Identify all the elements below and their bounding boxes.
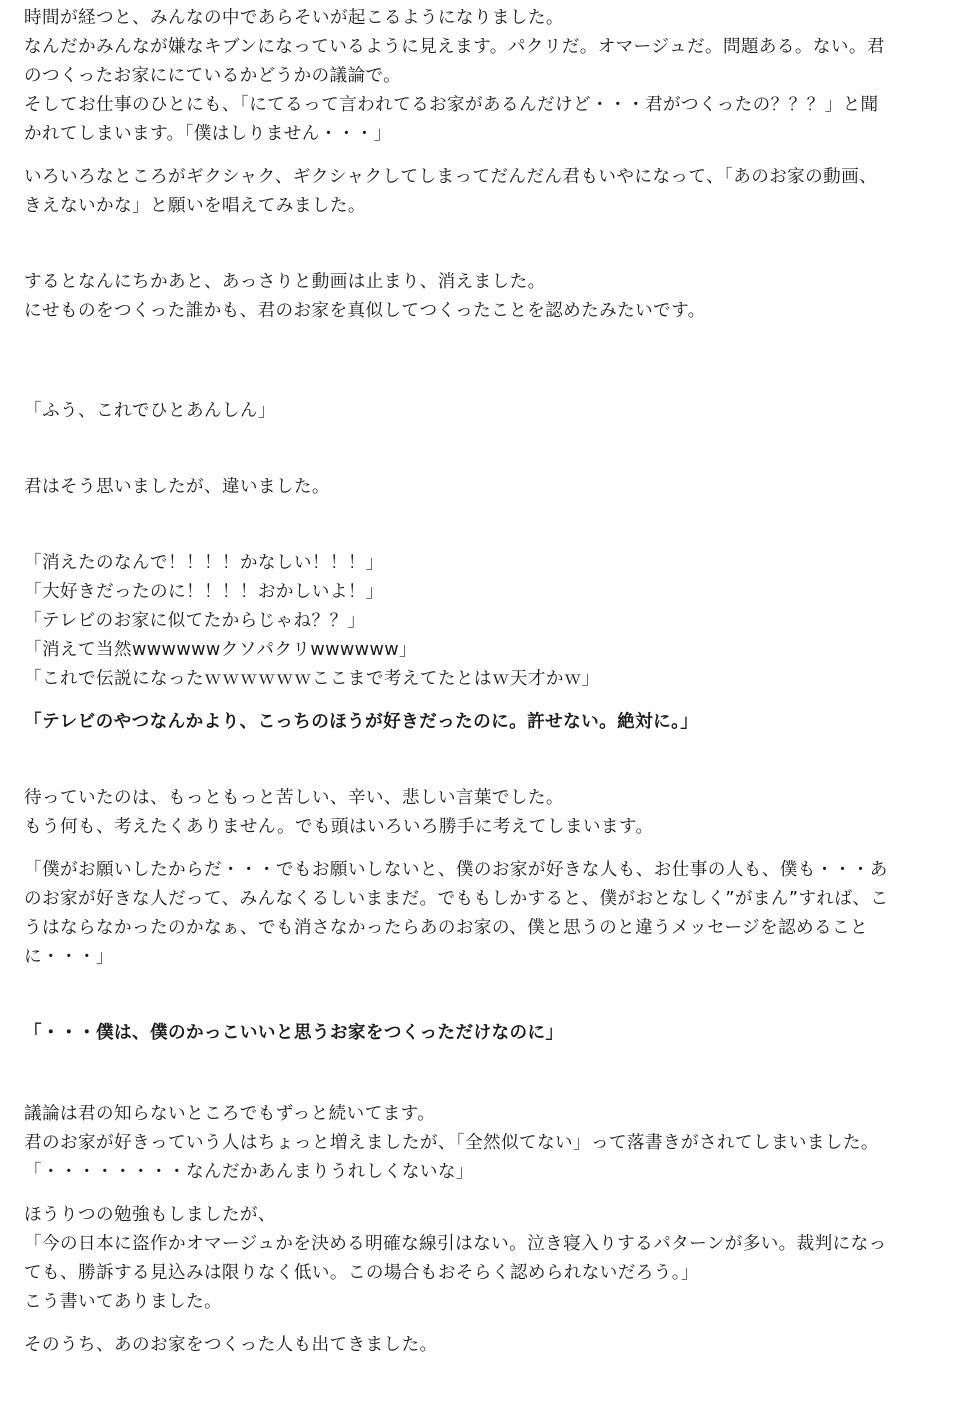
text-line: ほうりつの勉強もしましたが、 [24,1205,276,1225]
article-body [24,4,939,1360]
text-line: そのうち、あのお家をつくった人も出てきました。 [24,1335,438,1355]
paragraph [24,4,939,149]
paragraph [24,163,939,221]
text-line: 「ふう、これでひとあんしん」 [24,401,276,421]
text-line: なんだかみんなが嫌なキブンになっているように見えます。パクリだ。オマージュだ。問題ある。ない。君 [24,37,885,57]
text-line: いろいろなところがギクシャク、ギクシャクしてしまってだんだん君もいやになって、「あのお家の動画、 [24,167,878,187]
paragraph-spacer [24,737,939,784]
text-line: そしてお仕事のひとにも、「にてるって言われてるお家があるんだけど・・・君がつくったの？？？」と聞 [24,95,879,115]
text-line: きえないかな」と願いを唱えてみました。 [24,196,366,216]
text-line: 時間が経つと、みんなの中であらそいが起こるようになりました。 [24,8,564,28]
paragraph-spacer [24,221,939,268]
paragraph-spacer [24,502,939,549]
text-line: 議論は君の知らないところでもずっと続いてます。 [24,1104,436,1124]
comment-line: 「大好きだったのに！！！！おかしいよ！」 [24,582,384,602]
emphasis-line: 「テレビのやつなんかより、こっちのほうが好きだったのに。許せない。絶対に。」 [24,712,699,732]
paragraph-spacer [24,1048,939,1100]
paragraph-spacer [24,1317,939,1331]
comment-line: 「テレビのお家に似てたからじゃね？？」 [24,611,366,631]
paragraph-spacer [24,326,939,373]
text-line: のお家が好きな人だって、みんなくるしいままだ。でももしかすると、僕がおとなしく”がまん”すれば、こ [24,889,889,909]
text-line: もう何も、考えたくありません。でも頭はいろいろ勝手に考えてしまいます。 [24,817,654,837]
paragraph-spacer [24,972,939,1019]
paragraph [24,1100,939,1187]
paragraph [24,1019,939,1048]
text-line: のつくったお家ににているかどうかの議論で。 [24,66,402,86]
paragraph [24,784,939,842]
paragraph-spacer [24,1187,939,1201]
paragraph-spacer [24,149,939,163]
text-line: 「今の日本に盗作かオマージュかを決める明確な線引はない。泣き寝入りするパターンが多い。裁判になっ [24,1234,887,1254]
paragraph [24,1331,939,1360]
text-line: 「・・・・・・・・なんだかあんまりうれしくないな」 [24,1162,474,1182]
paragraph-spacer [24,842,939,856]
text-line: こう書いてありました。 [24,1292,222,1312]
text-line: するとなんにちかあと、あっさりと動画は止まり、消えました。 [24,272,546,292]
paragraph [24,708,939,737]
text-line: ても、勝訴する見込みは限りなく低い。この場合もおそらく認められないだろう。」 [24,1263,699,1283]
paragraph [24,397,939,426]
text-line: かれてしまいます。「僕はしりません・・・」 [24,124,392,144]
paragraph [24,1201,939,1317]
text-line: にせものをつくった誰かも、君のお家を真似してつくったことを認めたみたいです。 [24,301,706,321]
text-line: 君のお家が好きっていう人はちょっと増えましたが、「全然似てない」って落書きがされてしまいました。 [24,1133,879,1153]
text-line: 君はそう思いましたが、違いました。 [24,477,330,497]
comment-line: 「これで伝説になったｗｗｗｗｗｗここまで考えてたとはｗ天才かｗ」 [24,669,600,689]
text-line: 「僕がお願いしたからだ・・・でもお願いしないと、僕のお家が好きな人も、お仕事の人も、僕も・・・あ [24,860,888,880]
comment-line: 「消えたのなんで！！！！かなしい！！！」 [24,553,384,573]
comment-line: 「消えて当然wwwwwwクソパクリwwwwww」 [24,640,418,660]
paragraph-spacer [24,373,939,397]
paragraph [24,473,939,502]
text-line: 待っていたのは、もっともっと苦しい、辛い、悲しい言葉でした。 [24,788,564,808]
paragraph-spacer [24,694,939,708]
emphasis-line: 「・・・僕は、僕のかっこいいと思うお家をつくっただけなのに」 [24,1023,564,1043]
paragraph [24,856,939,972]
paragraph-spacer [24,426,939,473]
text-line: に・・・」 [24,947,114,967]
paragraph [24,268,939,326]
paragraph [24,549,939,694]
text-line: うはならなかったのかなぁ、でも消さなかったらあのお家の、僕と思うのと違うメッセージを認めること [24,918,868,938]
